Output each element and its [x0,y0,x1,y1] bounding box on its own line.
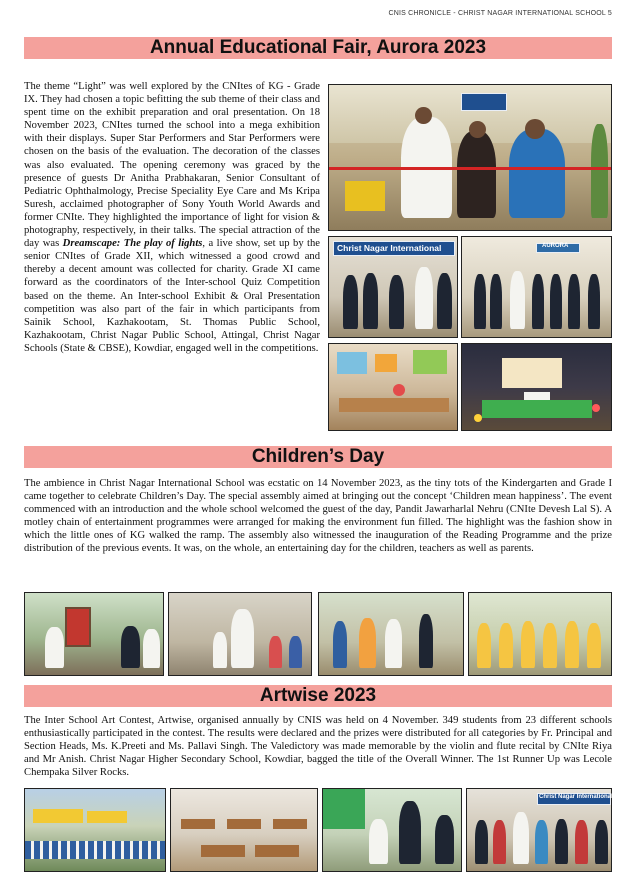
photo-childrens-day-3 [318,592,464,676]
photo-artwise-3 [322,788,462,872]
aurora-text-part-1: The theme “Light” was well explored by the CNItes of KG - Grade IX. They had chosen a topic befitting the sub theme of their class and spent time on the exhibit preparation and oral presentation. On 18 November 2023, CNItes turned the school into a mega exhibition with their displays. Super Star Performers and Star Performers were chosen on the basis of the evaluation. The decoration of the classes was also evaluated. The opening ceremony was graced by the presence of guests Dr Anitha Prabhakaran, Senior Consultant of Pediatric Ophthalmology, Precise Speciality Eye Care and Ms Kripa Suresh, acclaimed photographer of Sony Youth World Awards and former CNIte. They highlighted the importance of light for vision & photography, respectively, in their talks. The special attraction of the day was [24,81,320,250]
photo-childrens-day-2 [168,592,312,676]
photo-artwise-2 [170,788,318,872]
section-title-aurora: Annual Educational Fair, Aurora 2023 [24,37,612,59]
artwise-paragraph: The Inter School Art Contest, Artwise, organised annually by CNIS was held on 4 November. 349 students from 23 different schools enthusiastically participated in the contest. The results were declared and the prizes were distributed for all categories by Fr. Principal and Section Heads, Ms. K.Preeti and Ms. Pallavi Singh. The Valedictory was made memorable by the violin and flute recital by CNIte Riya and Mr Anish. Christ Nagar Higher Secondary School, Kowdiar, bagged the title of the Overall Winner. The 1st Runner Up was Lecole Chempaka Silver Rocks. [24,715,612,779]
section-title-artwise: Artwise 2023 [24,685,612,707]
childrens-day-paragraph: The ambience in Christ Nagar International School was ecstatic on 14 November 2023, as the tiny tots of the Kindergarten and Grade I came together to celebrate Children’s Day. The special assembly aimed at bringing out the concept ‘Children mean happiness’. The event commenced with an introduction and the whole school welcomed the guest of the day, Pandit Jawarharlal Nehru (CNIte Devesh Lal S). A motley chain of entertainment programmes were arranged for making the environment fun filled. The highlight was the fashion show in which the little ones of KG walked the ramp. The assembly also witnessed the inauguration of the Reading Programme and the prize distribution of the previous events. It was, on the whole, an entertaining day for the children, teachers as well as parents. [24,478,612,555]
photo-group-prizes [461,236,612,338]
photo-classroom-exhibit [328,343,458,431]
photo-lights-exhibit [461,343,612,431]
photo-sign-text-2: AURORA [542,243,569,249]
photo-childrens-day-1 [24,592,164,676]
photo-artwise-4 [466,788,622,872]
photo-artwise-1 [24,788,166,872]
photo-childrens-day-4 [468,592,612,676]
aurora-highlight: Dreamscape: The play of lights [62,238,203,250]
photo-sign-text-3: Christ Nagar International Sc [539,794,622,800]
running-head: CNIS CHRONICLE - CHRIST NAGAR INTERNATIONAL SCHOOL 5 [388,10,612,17]
aurora-text-part-2: , a live show, set up by the senior CNItes of Grade XII, which witnessed a good crowd and thereby a decent amount was collected for charity. Grade XI came forward as the coordinators of the Inter-school Quiz Competition based on the theme. An Inter-school Exhibit & Oral Presentation competition was also part of the fair in which participants from Sainik School, Kazhakootam, St. Thomas Public School, Kazhakootam, Christ Nagar Public School, Attingal, Christ Nagar Schools (State & CBSE), Kowdiar, engaged well in the competitions. [24,238,321,354]
aurora-paragraph [24,80,320,355]
section-title-childrens-day: Children’s Day [24,446,612,468]
photo-sign-text-1: Christ Nagar International [337,243,442,253]
photo-group-with-banner [328,236,458,338]
photo-ribbon-cutting [328,84,612,231]
